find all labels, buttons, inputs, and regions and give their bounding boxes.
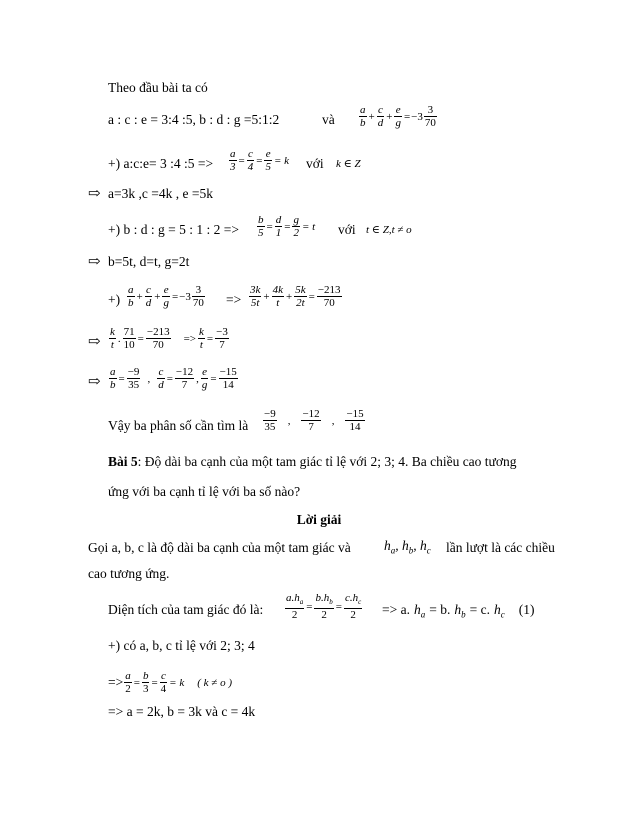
fraction-c-hc-2: $\frac{c.h_c}{2}$	[344, 592, 362, 622]
step3-lhs: $\frac{a}{b}$ + $\frac{c}{d}$ + $\frac{e}{g}$ =−3 $\frac{3}{70}$	[128, 284, 204, 309]
with-t-word: với	[338, 222, 356, 237]
solution-title: Lời giải	[296, 512, 342, 527]
fraction-b-5: $\frac{b}{5}$	[258, 214, 264, 239]
step2-prefix: +) b : d : g = 5 : 1 : 2 =>	[108, 222, 239, 237]
implies-arrow-icon: ⇨	[88, 186, 101, 202]
and-word: và	[322, 112, 335, 127]
fraction-a-2: $\frac{a}{2}$	[125, 670, 131, 695]
step3-prefix: +)	[108, 292, 121, 307]
area-eq-c: = c.	[469, 602, 490, 617]
answer-fraction-1: $\frac{-9}{35}$	[264, 408, 276, 433]
fraction-c-d: $\frac{c}{d}$	[145, 284, 152, 309]
solution-line2: cao tương ứng.	[88, 566, 170, 581]
proportion-formula-line: => $\frac{a}{2}$ = $\frac{b}{3}$ = $\frac{c}{4}$ = k ( k ≠ o )	[108, 670, 232, 695]
problem5-line2: ứng với ba cạnh tỉ lệ với ba số nào?	[108, 484, 301, 499]
fraction-4k-t: $\frac{4k}{t}$	[272, 284, 283, 309]
proportion-implies: =>	[108, 674, 124, 690]
proportion-condition: ( k ≠ o )	[197, 676, 232, 689]
step1-prefix: +) a:c:e= 3 :4 :5 =>	[108, 156, 214, 171]
heights-symbols: $h_a$, $h_b$, $h_c$	[384, 538, 431, 556]
t-condition: t ∈ Z,t ≠ o	[366, 224, 412, 236]
implies-arrow-icon: ⇨	[88, 254, 101, 270]
fraction-a-ha-2: $\frac{a.h_a}{2}$	[286, 592, 304, 622]
result2-line: b=5t, d=t, g=2t	[108, 254, 190, 269]
step4-implies: =>	[183, 332, 196, 345]
fraction-c-4: $\frac{c}{4}$	[160, 670, 167, 695]
fraction-minus9-35: $\frac{-9}{35}$	[127, 366, 140, 391]
area-text: Diện tích của tam giác đó là:	[108, 602, 264, 617]
fraction-a-b: $\frac{a}{b}$	[128, 284, 134, 309]
sum-whole: −3	[179, 290, 191, 303]
fraction-71-10: $\frac{71}{10}$	[123, 326, 135, 351]
step3-rhs: $\frac{3k}{5t}$ + $\frac{4k}{t}$ + $\frac{5k}{2t}$ = $\frac{-213}{70}$	[250, 284, 341, 309]
step3-implies: =>	[226, 292, 242, 307]
answer-fractions: $\frac{-9}{35}$ , $\frac{-12}{7}$ , $\frac{-15}{14}$	[264, 408, 364, 433]
fraction-d-1: $\frac{d}{1}$	[275, 214, 282, 239]
fraction-a-b: $\frac{a}{b}$	[360, 104, 366, 129]
intro-line: Theo đầu bài ta có	[108, 80, 208, 95]
area-equation: => a. $h_a = b$. $h_b = c$. $h_c$ (1)	[382, 602, 535, 620]
area-eq-b: = b.	[429, 602, 451, 617]
given-ratio-text: a : c : e = 3:4 :5, b : d : g =5:1:2	[108, 112, 280, 127]
sum-fraction: $\frac{3}{70}$	[424, 104, 436, 129]
step1-formula: $\frac{a}{3}$ = $\frac{c}{4}$ = $\frac{e}{5}$ = k	[230, 148, 289, 173]
sum-whole: −3	[411, 110, 423, 123]
given-ratio-line	[108, 112, 279, 128]
fraction-minus3-7: $\frac{-3}{7}$	[216, 326, 228, 351]
given-sum-formula: $\frac{a}{b}$ + $\frac{c}{d}$ + $\frac{e}{g}$ =−3 $\frac{3}{70}$	[360, 104, 436, 129]
problem5-text1: : Độ dài ba cạnh của một tam giác tỉ lệ với 2; 3; 4. Ba chiều cao tương	[137, 454, 517, 469]
fraction-minus15-14: $\frac{-15}{14}$	[219, 366, 237, 391]
fraction-minus12-7: $\frac{-12}{7}$	[175, 366, 194, 391]
implies-arrow-icon: ⇨	[88, 334, 101, 350]
equation-tag: (1)	[518, 602, 535, 617]
step2-formula: $\frac{b}{5}$ = $\frac{d}{1}$ = $\frac{g}{2}$ = t	[258, 214, 316, 239]
fraction-5k-2t: $\frac{5k}{2t}$	[295, 284, 306, 309]
fraction-c-d: $\frac{c}{d}$	[158, 366, 164, 391]
fraction-a-b: $\frac{a}{b}$	[110, 366, 116, 391]
result3-formula: $\frac{a}{b}$ = $\frac{-9}{35}$ , $\frac{c}{d}$ = $\frac{-12}{7}$ , $\frac{e}{g}$ = $\frac{-15}{14}$	[110, 366, 237, 391]
answer-fraction-3: $\frac{-15}{14}$	[346, 408, 364, 433]
solution-line1a: Gọi a, b, c là độ dài ba cạnh của một tam giác và	[88, 540, 351, 555]
fraction-e-g: $\frac{e}{g}$	[163, 284, 169, 309]
with-k-word: với	[306, 156, 324, 171]
step4-formula: $\frac{k}{t}$ . $\frac{71}{10}$ = $\frac{-213}{70}$ => $\frac{k}{t}$ = $\frac{-3}{7}$	[110, 326, 228, 351]
k-condition: k ∈ Z	[336, 158, 361, 170]
fraction-minus213-70: $\frac{-213}{70}$	[317, 284, 341, 309]
fraction-c-d: $\frac{c}{d}$	[377, 104, 384, 129]
fraction-e-5: $\frac{e}{5}$	[265, 148, 271, 173]
proportion-line: +) có a, b, c tỉ lệ với 2; 3; 4	[108, 638, 255, 653]
fraction-3k-5t: $\frac{3k}{5t}$	[250, 284, 261, 309]
fraction-g-2: $\frac{g}{2}$	[293, 214, 299, 239]
answer-text: Vậy ba phân số cần tìm là	[108, 418, 249, 433]
fraction-a-3: $\frac{a}{3}$	[230, 148, 236, 173]
final-line: => a = 2k, b = 3k và c = 4k	[108, 704, 256, 719]
sum-fraction: $\frac{3}{70}$	[192, 284, 204, 309]
fraction-b-hb-2: $\frac{b.h_b}{2}$	[315, 592, 333, 622]
problem5-line1	[108, 454, 517, 470]
answer-fraction-2: $\frac{-12}{7}$	[302, 408, 320, 433]
implies-arrow-icon: ⇨	[88, 374, 101, 390]
problem5-label: Bài 5	[108, 454, 138, 469]
area-implies: => a.	[382, 602, 410, 617]
fraction-e-g: $\frac{e}{g}$	[201, 366, 208, 391]
fraction-k-t: $\frac{k}{t}$	[110, 326, 115, 351]
area-formula: $\frac{a.h_a}{2}$ = $\frac{b.h_b}{2}$ = $\frac{c.h_c}{2}$	[286, 592, 362, 622]
fraction-b-3: $\frac{b}{3}$	[142, 670, 149, 695]
solution-line1b: lần lượt là các chiều	[446, 540, 555, 555]
fraction-k-t: $\frac{k}{t}$	[199, 326, 204, 351]
fraction-minus213-70: $\frac{-213}{70}$	[146, 326, 170, 351]
fraction-e-g: $\frac{e}{g}$	[395, 104, 401, 129]
fraction-c-4: $\frac{c}{4}$	[247, 148, 254, 173]
result1-line: a=3k ,c =4k , e =5k	[108, 186, 213, 201]
